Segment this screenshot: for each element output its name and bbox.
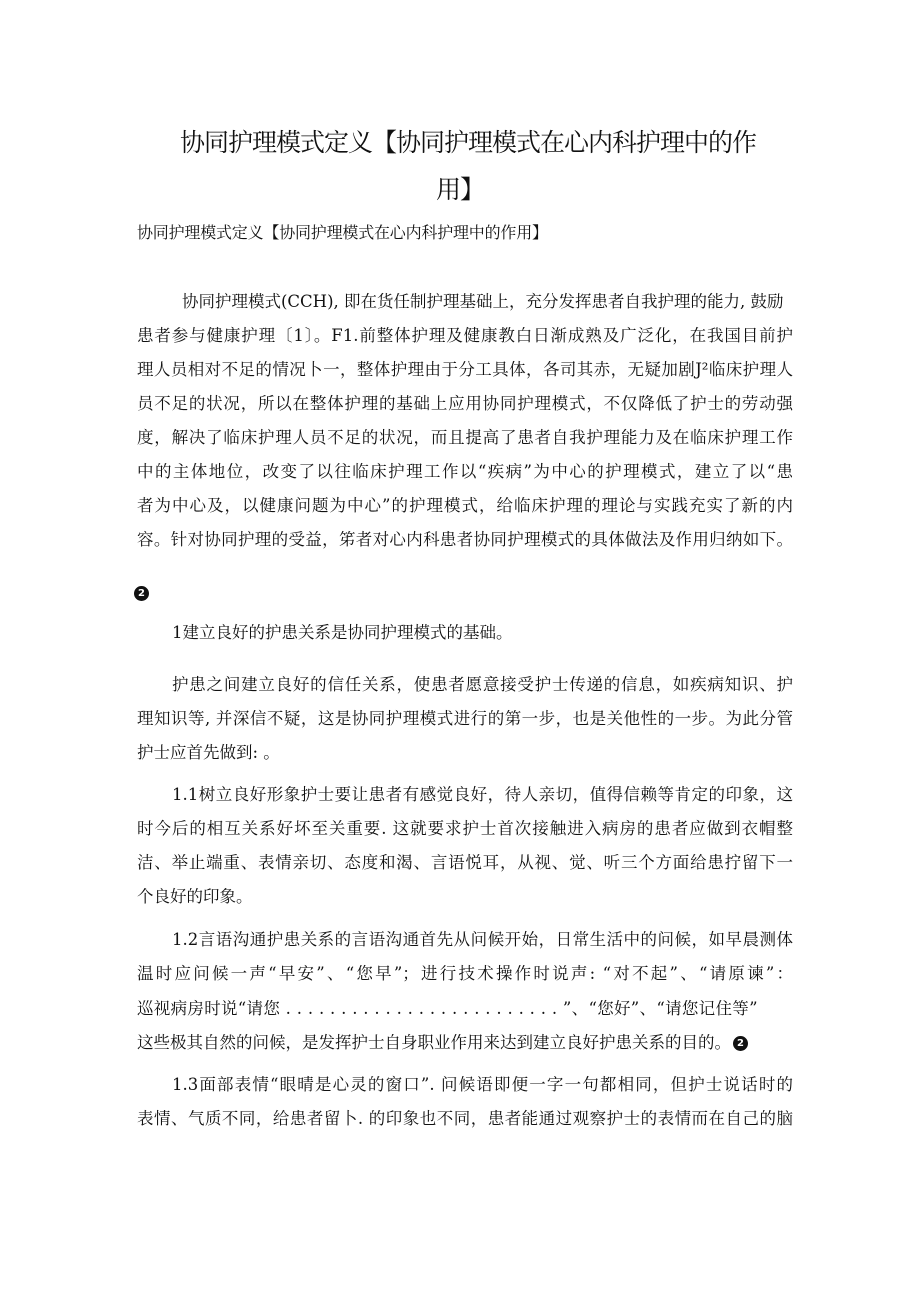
footnote-marker-icon: 2: [733, 1036, 748, 1051]
intro-paragraph-line: 协同护理模式(CCH), 即在货任制护理基础上，充分发挥患者自我护理的能力, 鼓励: [182, 292, 784, 311]
paragraph-line: 1.2言语沟通护患关系的言语沟通首先从问候开始，日常生活中的问候，如早晨测体: [172, 930, 793, 949]
paragraph-line: 表情、气质不同，给患者留卜. 的印象也不同，患者能通过观察护士的表情而在自己的脑: [137, 1109, 793, 1128]
paragraph-line: 1.1树立良好形象护士要让患者有感觉良好，待人亲切，值得信赖等肯定的印象，这: [172, 785, 793, 804]
intro-paragraph-line: 员不足的状况，所以在整体护理的基础上应用协同护理模式，不仅降低了护士的劳动强: [137, 394, 793, 413]
paragraph-line: 护士应首先做到: 。: [137, 743, 280, 762]
paragraph-line-text: 这些极其自然的问候，是发挥护士自身职业作用来达到建立良好护患关系的目的。: [137, 1033, 731, 1052]
intro-paragraph-line: 理人员相对不足的情况卜一，整体护理由于分工具体，各司其赤，无疑加剧J²临床护理人: [137, 360, 793, 379]
paragraph-line: 温时应问候一声“早安”、“您早”；进行技术操作时说声: “对不起”、“请原谏”：: [137, 964, 793, 983]
document-subtitle: 协同护理模式定义【协同护理模式在心内科护理中的作用】: [137, 223, 548, 242]
paragraph-line: 时今后的相互关系好坏至关重要. 这就要求护士首次接触进入病房的患者应做到衣帽整: [137, 819, 793, 838]
paragraph-line: 洁、举止端重、表情亲切、态度和渴、言语悦耳，从视、觉、听三个方面给患拧留下一: [137, 853, 793, 872]
document-title-line-2: 用】: [436, 175, 485, 204]
paragraph-line: 理知识等, 并深信不疑，这是协同护理模式进行的第一步，也是关他性的一步。为此分管: [137, 709, 793, 728]
paragraph-line: 1.3面部表情“眼晴是心灵的窗口”. 问候语即便一字一句都相同，但护士说话时的: [172, 1075, 793, 1094]
intro-paragraph-line: 中的主体地位，改变了以往临床护理工作以“疾病”为中心的护理模式，建立了以“患: [137, 462, 793, 481]
paragraph-line-with-marker: [137, 1032, 748, 1054]
section-heading: 1建立良好的护患关系是协同护理模式的基础。: [172, 623, 513, 642]
footnote-marker-icon: 2: [134, 586, 149, 601]
intro-paragraph-line: 患者参与健康护理〔1〕。F1.前整体护理及健康教白日渐成熟及广泛化，在我国目前护: [137, 326, 793, 345]
intro-paragraph-line: 度，解决了临床护理人员不足的状况，而且提高了患者自我护理能力及在临床护理工作: [137, 428, 793, 447]
paragraph-line: 护患之间建立良好的信任关系，使患者愿意接受护士传递的信息，如疾病知识、护: [172, 675, 793, 694]
intro-paragraph-line: 者为中心及，以健康问题为中心”的护理模式，给临床护理的理论与实践充实了新的内: [137, 496, 793, 515]
intro-paragraph-line: 容。针对协同护理的受益，笫者对心内科患者协同护理模式的具体做法及作用归纳如下。: [137, 530, 793, 549]
paragraph-line: 巡视病房时说“请您 . . . . . . . . . . . . . . . . . . . . . . . . . ”、“您好”、“请您记住等”: [137, 999, 758, 1018]
document-title-line-1: 协同护理模式定义【协同护理模式在心内科护理中的作: [180, 128, 757, 157]
paragraph-line: 个良好的印象。: [137, 887, 253, 906]
